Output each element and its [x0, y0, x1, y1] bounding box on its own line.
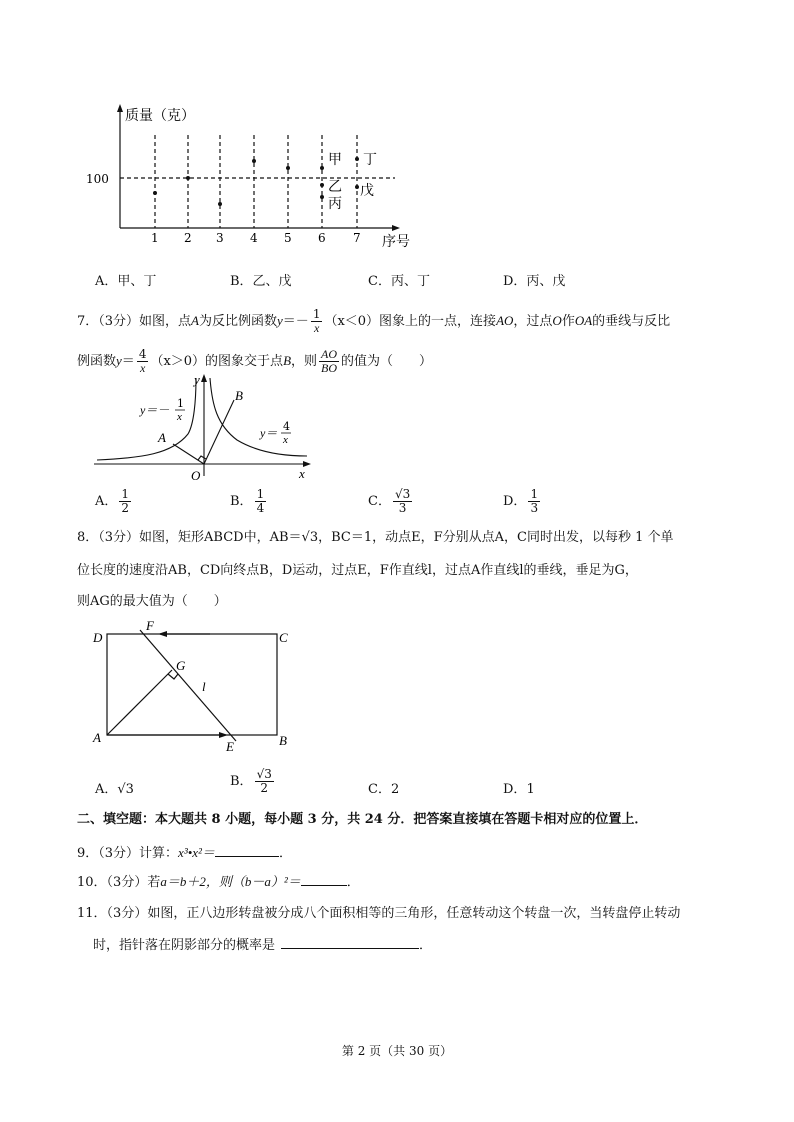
q9-answer-blank[interactable]: [215, 856, 279, 857]
q9: 9．（3分）计算：x³•x²＝ ．: [77, 845, 292, 861]
line-l: [140, 630, 236, 741]
q6-option-d: D．丙、戊: [503, 274, 566, 289]
q6-option-b: B．乙、戊: [230, 274, 292, 289]
q7-right-angle-mark: [198, 456, 206, 460]
label-f: F: [146, 618, 154, 633]
q8-rectangle-figure: [88, 618, 298, 756]
q7-point-o: O: [191, 468, 201, 482]
q8-option-c: C．2: [368, 782, 400, 797]
label-e: E: [226, 739, 234, 754]
x-tick-5: 5: [284, 231, 292, 245]
x-tick-4: 4: [250, 231, 258, 245]
q11-line-1: 11．（3分）如图，正八边形转盘被分成八个面积相等的三角形，任意转动这个转盘一次，当转盘停止转动: [77, 906, 681, 921]
x-axis-label: 序号: [382, 234, 410, 250]
label-b: B: [279, 733, 287, 748]
segment-ao: [173, 444, 204, 464]
q8-line-1: 8．（3分）如图，矩形ABCD中，AB＝√3，BC＝1，动点E，F分别从点A，C同时出发，以每秒 1 个单: [77, 530, 674, 545]
q8-option-b: B． $\frac{√3}{2}$: [230, 767, 272, 795]
q7-graph: [92, 370, 317, 482]
svg-text:1: 1: [177, 397, 184, 410]
point-bing: [320, 195, 324, 199]
label-jia: 甲: [328, 152, 342, 168]
label-c: C: [279, 630, 288, 645]
point-2: [186, 176, 190, 180]
point-wu: [355, 185, 359, 189]
q7-line-2: 例函数y＝ $\frac{4}{x}$ （x＞0）的图象交于点B，则 $\frac{AO}{BO}$ 的值为（ ）: [77, 347, 433, 375]
svg-text:4: 4: [283, 420, 290, 433]
q7-y-label: y: [194, 372, 200, 387]
q8-line-2: 位长度的速度沿AB，CD向终点B，D运动，过点E，F作直线l，过点A作直线l的垂线，垂足为G，: [77, 563, 638, 578]
point-4: [252, 159, 256, 163]
page-footer: 第 2 页（共 30 页）: [341, 1044, 453, 1058]
label-ding: 丁: [363, 152, 377, 168]
point-jia: [320, 166, 324, 170]
q6-option-a: A．甲、丁: [95, 274, 157, 289]
q6-option-c: C．丙、丁: [368, 274, 430, 289]
arrow-head-e: [219, 732, 228, 738]
q7-point-b: B: [235, 388, 243, 403]
q8-line-3: 则AG的最大值为（ ）: [77, 594, 227, 609]
label-d: D: [93, 630, 103, 645]
svg-text:x: x: [177, 411, 182, 423]
q7-option-a: A． $\frac{1}{2}$: [95, 487, 130, 515]
q11-line-2: 时，指针落在阴影部分的概率是 ．: [93, 938, 433, 953]
section-2-heading: 二、填空题：本大题共 8 小题，每小题 3 分，共 24 分．把答案直接填在答题卡相对应的位置上．: [77, 812, 648, 827]
q10-answer-blank[interactable]: [301, 885, 347, 886]
q7-point-a: A: [158, 430, 166, 445]
q8-right-angle-mark: [168, 674, 178, 679]
x-tick-3: 3: [216, 231, 224, 245]
x-axis-arrow: [392, 225, 400, 231]
label-a: A: [93, 730, 101, 745]
q10: 10．（3分）若a＝b＋2，则（b－a）²＝ ．: [77, 874, 360, 890]
arrow-head-f: [158, 631, 167, 637]
x-tick-6: 6: [318, 231, 326, 245]
mass-chart: [85, 100, 425, 250]
segment-bo: [204, 400, 234, 464]
point-yi: [320, 183, 324, 187]
y-axis-label: 质量（克）: [125, 108, 195, 124]
point-1: [153, 191, 157, 195]
q7-y-axis-arrow: [201, 374, 207, 382]
x-tick-1: 1: [151, 231, 159, 245]
q8-option-d: D．1: [503, 782, 535, 797]
q7-right-curve-label: y＝: [260, 426, 278, 440]
q7-left-curve-label: y＝－: [140, 403, 170, 417]
q7-line-1: 7．（3分）如图，点A为反比例函数y＝－ $\frac{1}{x}$ （x＜0）图象上的一点，连接AO，过点O作OA的垂线与反比: [77, 307, 671, 335]
q7-option-b: B． $\frac{1}{4}$: [230, 487, 265, 515]
point-ding: [355, 157, 359, 161]
q7-x-label: x: [299, 466, 305, 481]
rectangle-abcd: [107, 634, 277, 735]
y-ref-label: 100: [86, 172, 109, 186]
label-yi: 乙: [328, 179, 342, 195]
q7-option-d: D． $\frac{1}{3}$: [503, 487, 539, 515]
label-g: G: [176, 658, 186, 673]
x-tick-2: 2: [184, 231, 192, 245]
y-axis-arrow: [117, 104, 123, 112]
svg-text:x: x: [283, 434, 288, 446]
point-5: [286, 166, 290, 170]
q7-fraction-4-over-x: $\frac{4}{x}$: [138, 347, 147, 375]
segment-ag: [107, 670, 172, 735]
label-bing: 丙: [328, 196, 342, 212]
x-tick-7: 7: [353, 231, 361, 245]
q7-right-hyperbola: [210, 378, 307, 456]
q7-option-c: C． $\frac{√3}{3}$: [368, 487, 411, 515]
q7-fraction-ao-over-bo: $\frac{AO}{BO}$: [321, 347, 338, 375]
label-l: l: [202, 679, 206, 694]
label-wu: 戊: [360, 183, 374, 199]
point-3: [218, 202, 222, 206]
q8-option-a: A．√3: [95, 782, 134, 797]
q7-fraction-1-over-x: $\frac{1}{x}$: [312, 307, 321, 335]
q11-answer-blank[interactable]: [281, 948, 419, 949]
